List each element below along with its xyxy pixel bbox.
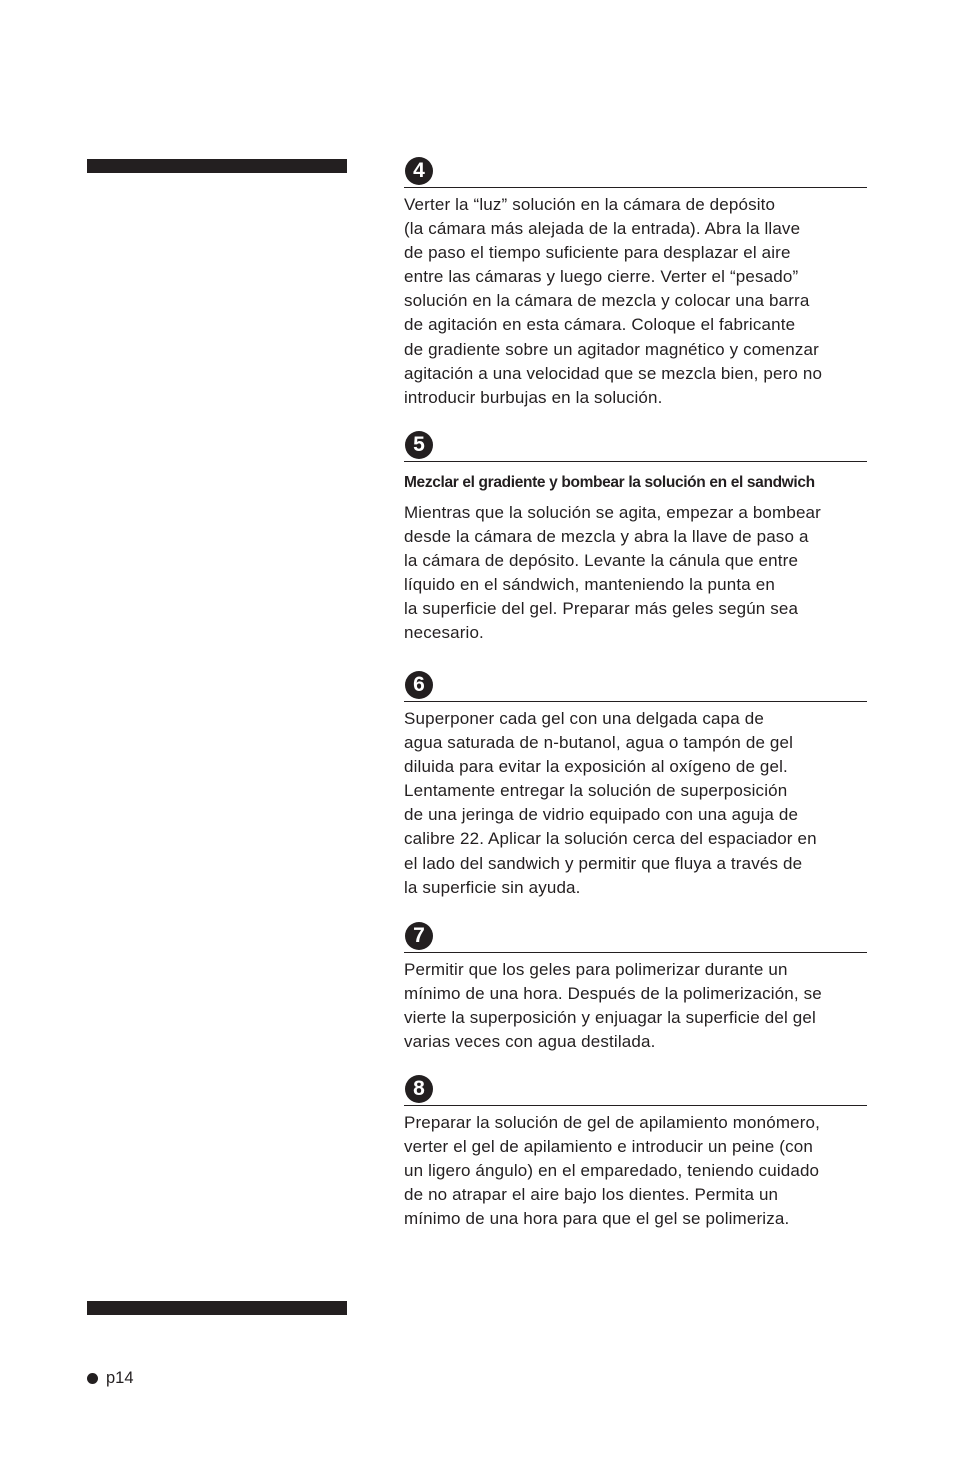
text-line: un ligero ángulo) en el emparedado, teniendo cuidado [404,1161,820,1181]
step-header [404,922,867,953]
step-text [404,958,867,1054]
step-header [404,431,867,462]
step-7 [404,922,867,1054]
text-line: desde la cámara de mezcla y abra la llave de paso a [404,527,809,547]
text-line: Verter la “luz” solución en la cámara de depósito [404,195,776,214]
text-line: la cámara de depósito. Levante la cánula que entre [404,551,799,571]
text-line: el lado del sandwich y permitir que fluya a través de [404,853,803,873]
step-header [404,671,867,702]
text-line: de no atrapar el aire bajo los dientes. Permita un [404,1185,779,1205]
text-line: Mientras que la solución se agita, empezar a bombear [404,503,821,522]
step-number-badge: 4 [405,157,433,185]
text-line: introducir burbujas en la solución. [404,387,663,407]
text-line: entre las cámaras y luego cierre. Verter el “pesado” [404,267,799,287]
sidebar-rule-bottom [87,1301,347,1315]
text-line: de paso el tiempo suficiente para desplazar el aire [404,243,791,263]
text-line: solución en la cámara de mezcla y colocar una barra [404,291,810,311]
text-line: la superficie del gel. Preparar más geles según sea [404,599,799,619]
text-line: necesario. [404,623,484,643]
sidebar-rule-top [87,159,347,173]
text-line: agua saturada de n-butanol, agua o tampón de gel [404,733,794,753]
step-text [404,193,867,410]
page-number: p14 [106,1368,134,1387]
text-line: agitación a una velocidad que se mezcla bien, pero no [404,363,823,383]
step-number-badge: 7 [405,922,433,950]
step-text [404,1111,867,1231]
text-line: la superficie sin ayuda. [404,877,581,897]
bullet-icon [87,1373,98,1384]
text-line: Preparar la solución de gel de apilamiento monómero, [404,1113,821,1132]
text-line: Permitir que los geles para polimerizar durante un [404,960,788,979]
step-8 [404,1075,867,1231]
text-line: de una jeringa de vidrio equipado con una aguja de [404,805,799,825]
text-line: Lentamente entregar la solución de superposición [404,781,788,801]
step-number-badge: 5 [405,431,433,459]
step-5 [404,431,867,646]
text-line: de agitación en esta cámara. Coloque el fabricante [404,315,796,335]
step-6 [404,671,867,900]
text-line: mínimo de una hora para que el gel se polimeriza. [404,1209,790,1229]
step-text [404,707,867,900]
page-footer [87,1368,134,1388]
text-line: calibre 22. Aplicar la solución cerca del espaciador en [404,829,817,849]
step-header [404,157,867,188]
step-number-badge: 8 [405,1075,433,1103]
step-4 [404,157,867,410]
step-number-badge: 6 [405,671,433,699]
step-text [404,501,867,646]
text-line: verter el gel de apilamiento e introducir un peine (con [404,1137,813,1157]
text-line: varias veces con agua destilada. [404,1032,656,1052]
step-subtitle: Mezclar el gradiente y bombear la solución en el sandwich [404,474,815,491]
step-header [404,1075,867,1106]
text-line: diluida para evitar la exposición al oxígeno de gel. [404,757,788,777]
text-line: de gradiente sobre un agitador magnético y comenzar [404,339,819,359]
text-line: (la cámara más alejada de la entrada). Abra la llave [404,219,801,239]
text-line: Superponer cada gel con una delgada capa de [404,709,764,728]
text-line: vierte la superposición y enjuagar la superficie del gel [404,1008,816,1028]
text-line: mínimo de una hora. Después de la polimerización, se [404,984,822,1004]
text-line: líquido en el sándwich, manteniendo la punta en [404,575,775,595]
